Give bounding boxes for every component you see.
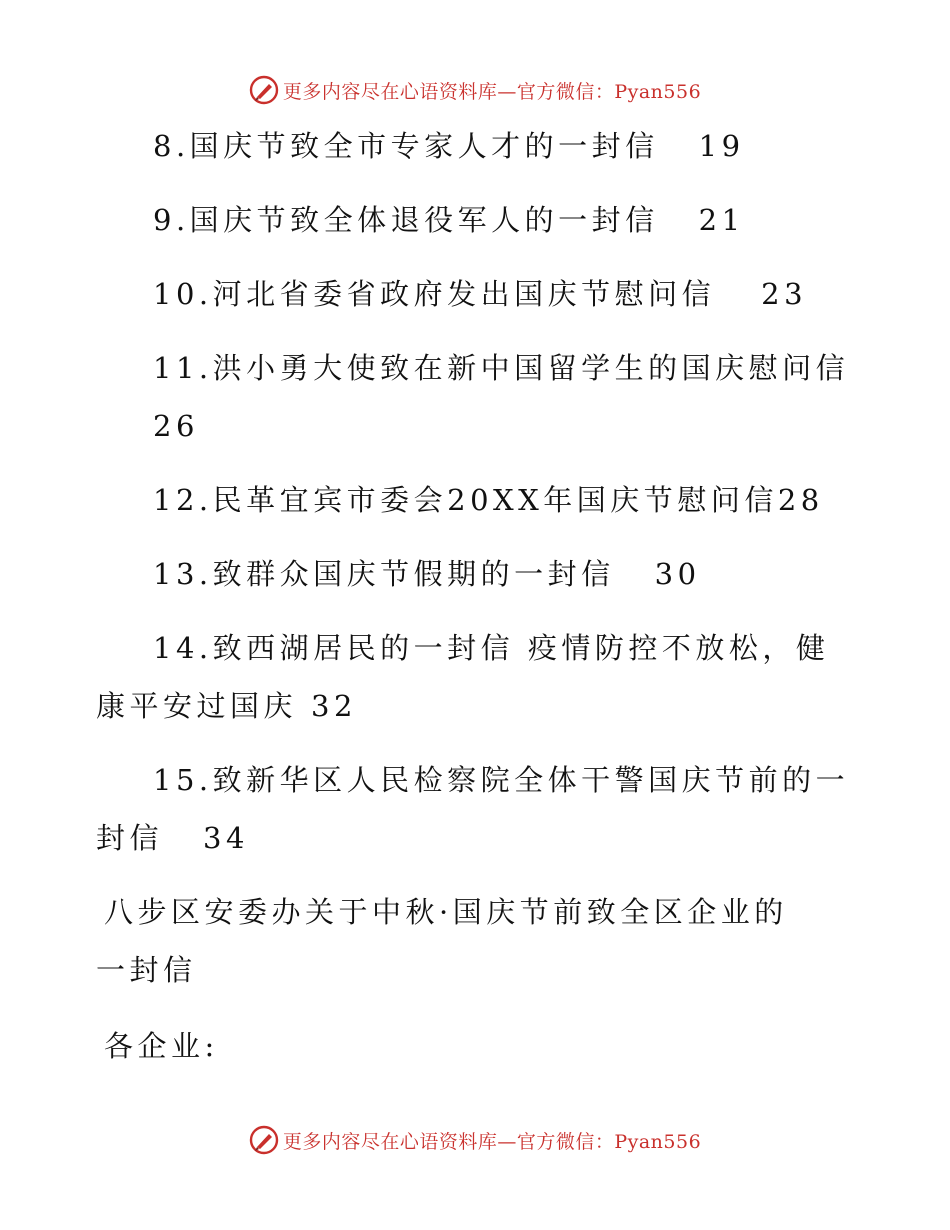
toc-item-8 (153, 126, 745, 166)
toc-item-page: 21 (698, 203, 745, 237)
salutation-text: 各企业: (104, 1029, 219, 1063)
toc-item-title: 9.国庆节致全体退役军人的一封信 (153, 203, 659, 237)
toc-item-13 (153, 554, 701, 594)
toc-item-15-cont (96, 818, 249, 858)
toc-item-14-cont (96, 686, 357, 726)
letter-heading-cont (96, 950, 197, 990)
toc-item-page: 32 (311, 689, 357, 723)
letter-salutation (104, 1026, 219, 1066)
toc-item-page: 19 (698, 129, 745, 163)
pen-logo-icon (249, 75, 279, 105)
toc-item-10 (153, 274, 807, 314)
toc-item-11-page (153, 406, 199, 446)
letter-heading (104, 892, 788, 932)
toc-item-page: 34 (203, 821, 249, 855)
watermark-text: 更多内容尽在心语资料库—官方微信：Pyan556 (282, 80, 702, 103)
toc-item-title: 14.致西湖居民的一封信 疫情防控不放松，健 (153, 631, 830, 665)
letter-heading-line1: 八步区安委办关于中秋·国庆节前致全区企业的 (104, 895, 788, 929)
watermark-header (0, 70, 950, 110)
watermark-footer (0, 1120, 950, 1160)
toc-item-page: 30 (654, 557, 701, 591)
pen-logo-icon (249, 1125, 279, 1155)
toc-item-page: 23 (761, 277, 808, 311)
toc-item-page: 26 (153, 409, 199, 443)
toc-item-11 (153, 348, 849, 388)
toc-item-14 (153, 628, 829, 668)
toc-item-title: 15.致新华区人民检察院全体干警国庆节前的一 (153, 763, 850, 797)
letter-heading-line2: 一封信 (96, 953, 197, 987)
toc-item-title-cont: 封信 (96, 821, 164, 855)
toc-item-title: 8.国庆节致全市专家人才的一封信 (153, 129, 659, 163)
toc-item-title: 12.民革宜宾市委会20XX年国庆节慰问信28 (153, 483, 824, 517)
toc-item-9 (153, 200, 745, 240)
toc-item-title: 10.河北省委省政府发出国庆节慰问信 (153, 277, 716, 311)
watermark-text: 更多内容尽在心语资料库—官方微信：Pyan556 (282, 1130, 702, 1153)
toc-item-title-cont: 康平安过国庆 (96, 689, 298, 723)
toc-item-15 (153, 760, 849, 800)
toc-item-title: 11.洪小勇大使致在新中国留学生的国庆慰问信 (153, 351, 850, 385)
toc-item-12 (153, 480, 824, 520)
toc-item-title: 13.致群众国庆节假期的一封信 (153, 557, 615, 591)
